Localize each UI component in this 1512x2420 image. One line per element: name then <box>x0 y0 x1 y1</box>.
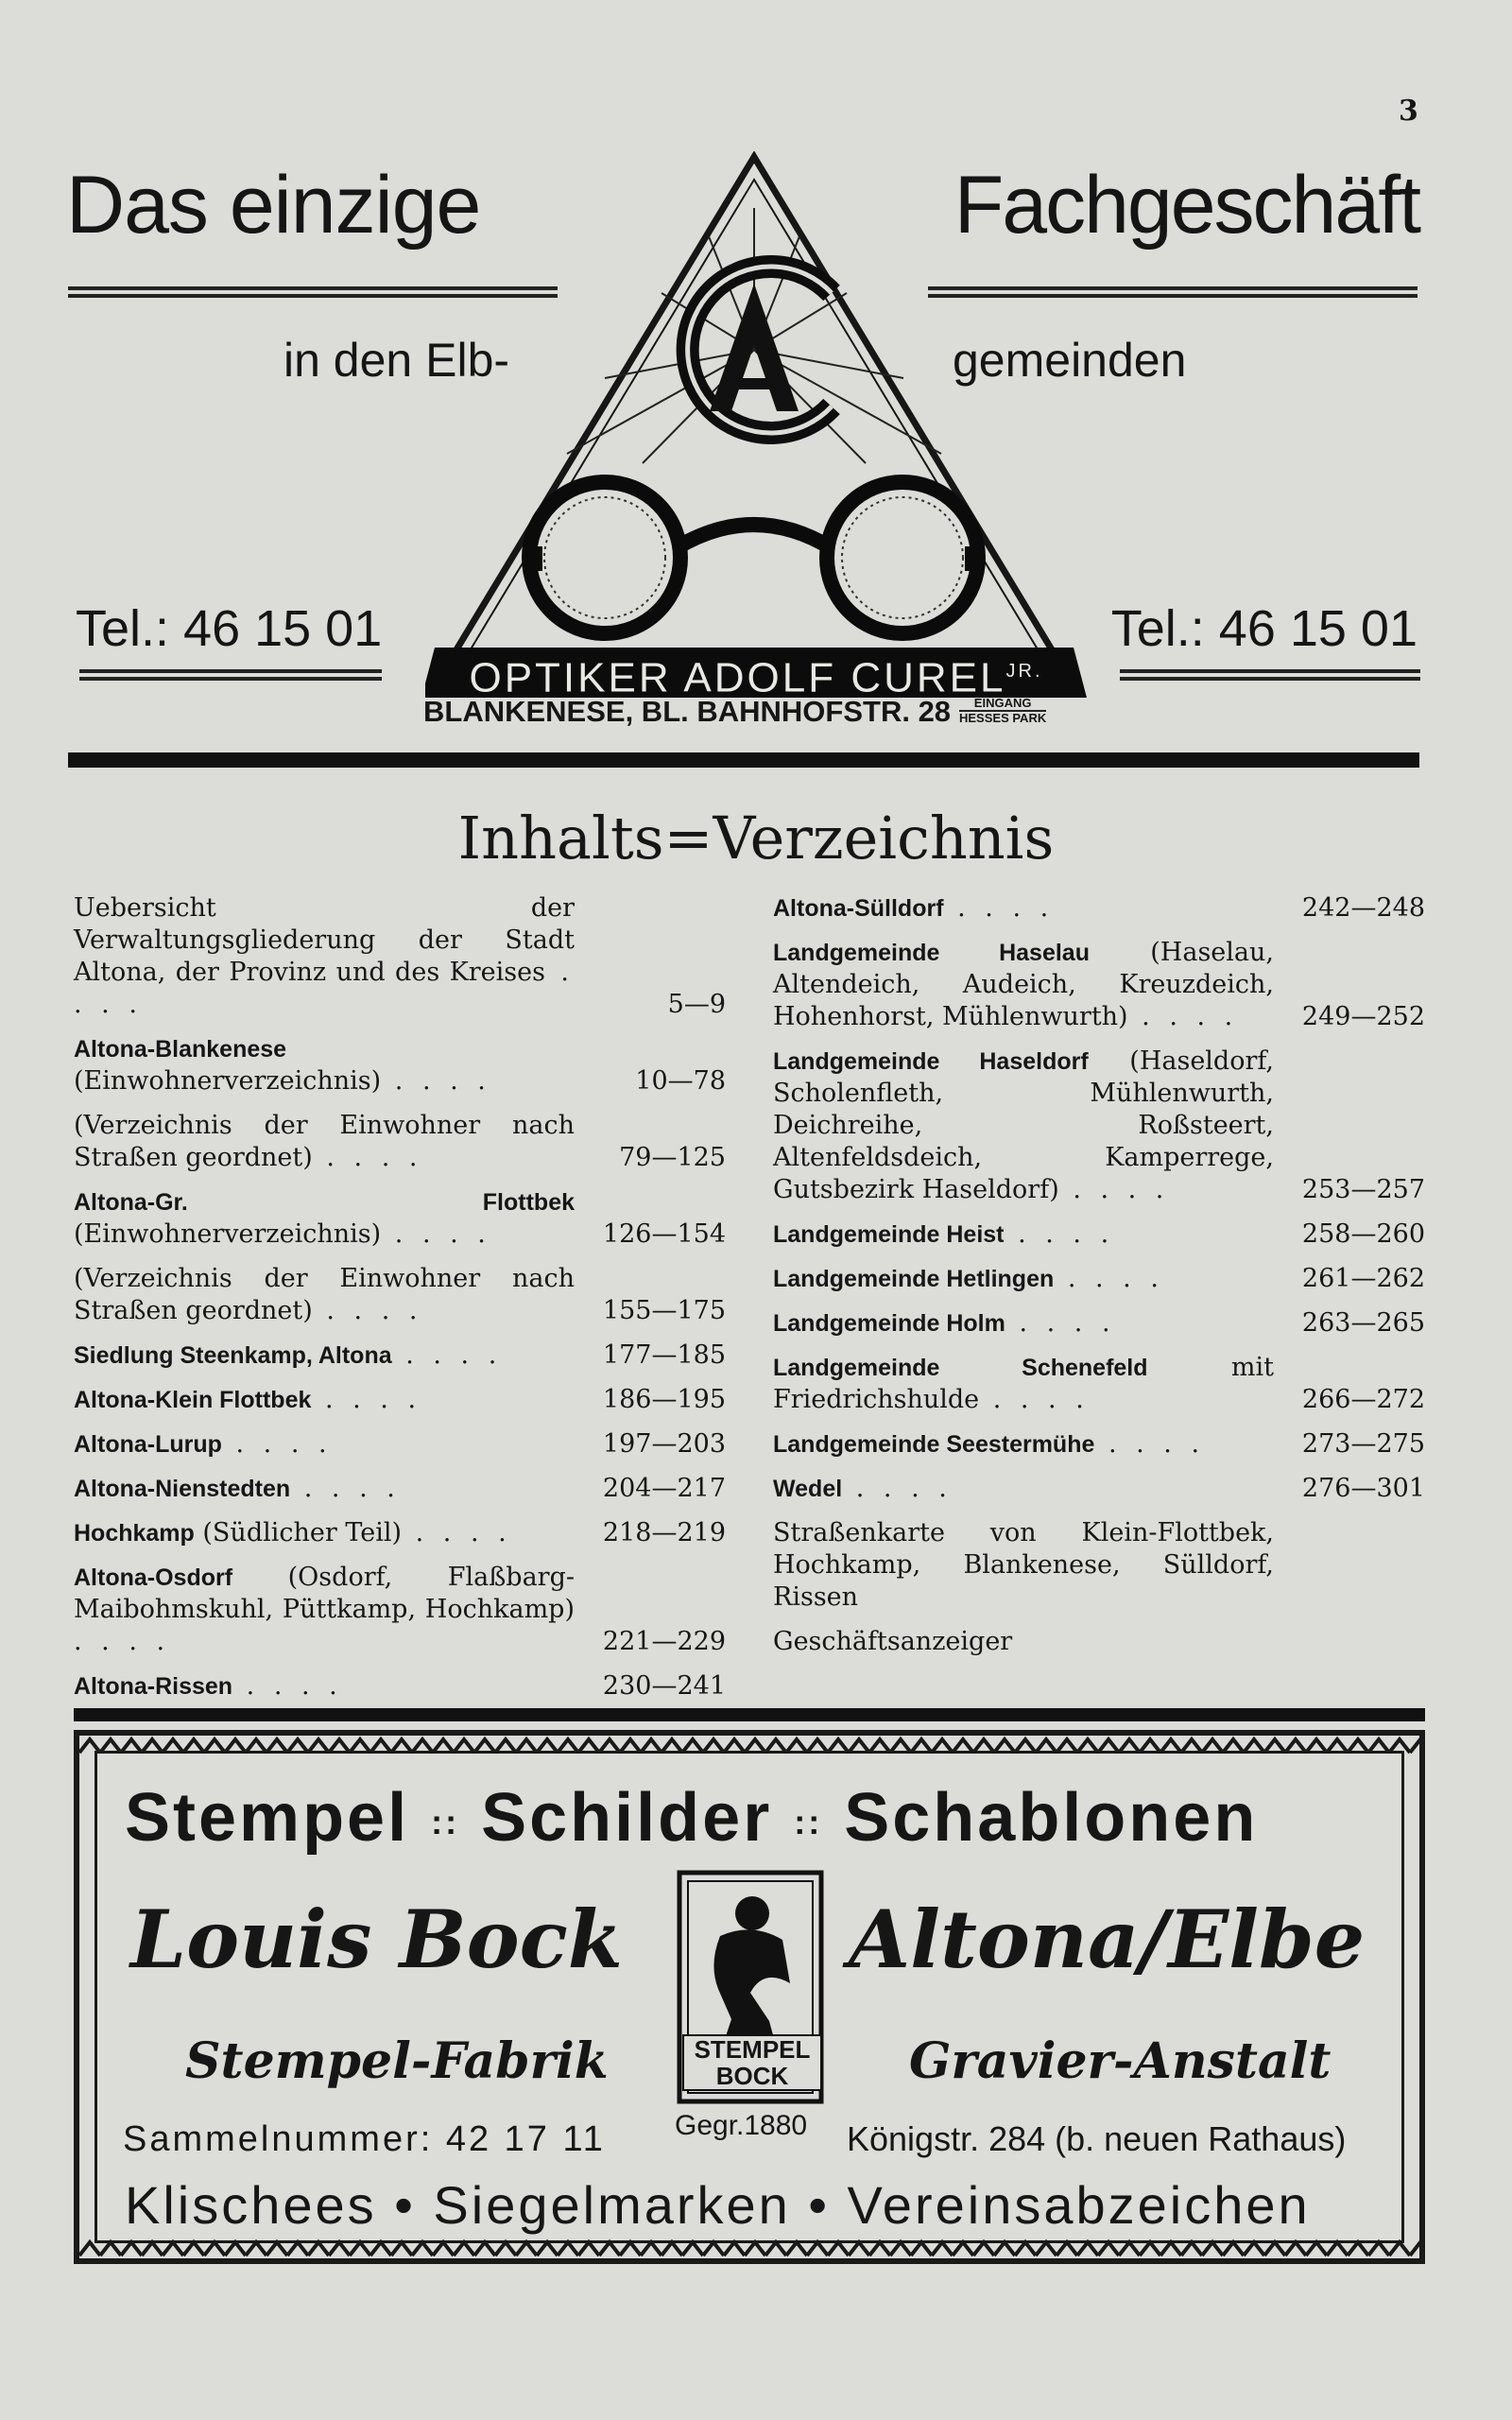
footer-sep-2: • <box>808 2175 830 2235</box>
company-sub-right: Gravier-Anstalt <box>909 2032 1332 2090</box>
toc-entry-pages: 273—275 <box>1301 1429 1425 1459</box>
ad-subline-left: in den Elb- <box>284 334 510 387</box>
toc-entry-pages: 5—9 <box>667 990 726 1019</box>
product-sep-1: :: <box>431 1802 460 1841</box>
toc-entry-keyword: Landgemeinde Seestermühe <box>773 1431 1095 1458</box>
toc-entry-pages: 197—203 <box>602 1429 726 1459</box>
toc-entry-keyword: Landgemeinde Haselau <box>773 940 1090 966</box>
logo-label <box>682 2034 822 2091</box>
footer-sep-1: • <box>394 2175 416 2235</box>
toc-entry-leader: . . . . <box>1054 1264 1164 1293</box>
toc-entry <box>773 1307 1425 1340</box>
toc-entry-keyword: Landgemeinde Haseldorf <box>773 1048 1089 1075</box>
toc-entry <box>74 1384 726 1416</box>
ad-headline-left: Das einzige <box>66 160 481 251</box>
toc-entry-pages: 242—248 <box>1301 893 1425 923</box>
separator-top <box>68 752 1419 768</box>
toc-entry-description: (Einwohnerverzeichnis) <box>74 1066 382 1096</box>
toc-entry-pages: 204—217 <box>602 1474 726 1503</box>
toc-entry <box>74 1428 726 1461</box>
toc-entry-pages: 79—125 <box>619 1143 726 1172</box>
toc-entry-leader: . . . . <box>1004 1219 1115 1249</box>
toc-entry <box>773 1352 1425 1416</box>
toc-entry-keyword: Landgemeinde Heist <box>773 1221 1005 1248</box>
toc-entry-description: (Verzeichnis der Einwohner nach Straßen geordnet) <box>74 1111 575 1172</box>
footer-siegelmarken: Siegelmarken <box>433 2175 791 2235</box>
toc-entry-keyword: Altona-Osdorf <box>74 1564 233 1591</box>
toc-entry-text <box>773 1626 1425 1658</box>
toc-entry-pages: 253—257 <box>1301 1175 1425 1204</box>
toc-entry-description: (Einwohnerverzeichnis) <box>74 1219 382 1249</box>
toc-entry <box>773 1046 1425 1206</box>
toc-entry <box>74 1517 726 1549</box>
ornament-border-bottom-icon <box>79 2238 1419 2259</box>
toc-entry <box>74 892 726 1021</box>
toc-entry <box>773 892 1425 925</box>
toc-entry-keyword: Altona-Sülldorf <box>773 895 944 922</box>
toc-entry <box>74 1562 726 1658</box>
toc-entry-leader: . . . . <box>1127 1002 1239 1031</box>
phone-rule-left <box>79 669 382 681</box>
toc-entry-pages: 10—78 <box>635 1066 726 1096</box>
toc-entry-pages: 177—185 <box>602 1340 726 1370</box>
toc-entry-keyword: Siedlung Steenkamp, Altona <box>74 1342 392 1369</box>
toc-entry-keyword: Landgemeinde Holm <box>773 1310 1005 1337</box>
toc-entry-leader: . . . . <box>232 1671 343 1701</box>
entrance-line-1: EINGANG <box>959 697 1046 712</box>
toc-entry-pages: 263—265 <box>1301 1308 1425 1338</box>
toc-entry-description: (Osdorf, Flaßbarg-Maibohmskuhl, Püttkamp, Hochkamp) <box>74 1563 575 1624</box>
toc-entry-description: Straßenkarte von Klein-Flottbek, Hochkamp, Blankenese, Sülldorf, Rissen <box>773 1518 1274 1612</box>
ad-phone-right: Tel.: 46 15 01 <box>1110 600 1418 657</box>
toc-entry-description: (Haselau, Altendeich, Audeich, Kreuzdeich, Hohenhorst, Mühlenwurth) <box>773 938 1274 1031</box>
toc-entry-leader: . . . . <box>311 1385 422 1414</box>
toc-entry <box>773 1517 1425 1614</box>
product-schablonen: Schablonen <box>844 1780 1259 1856</box>
toc-entry-leader: . . . . <box>979 1385 1090 1414</box>
toc-entry-leader: . . . . <box>391 1340 503 1370</box>
toc-entry-keyword: Altona-Rissen <box>74 1673 233 1700</box>
toc-entry-pages: 258—260 <box>1301 1219 1425 1249</box>
toc-entry-leader: . . . . <box>312 1143 423 1172</box>
toc-entry-leader: . . . . <box>312 1296 423 1325</box>
toc-entry <box>773 1473 1425 1505</box>
company-street: Königstr. 284 (b. neuen Rathaus) <box>847 2119 1347 2158</box>
toc-entry-leader: . . . . <box>842 1474 953 1503</box>
ad-products-line <box>125 1779 1258 1857</box>
toc-entry-leader: . . . . <box>1005 1308 1116 1338</box>
toc-entry-keyword: Altona-Lurup <box>74 1431 222 1458</box>
toc-entry-keyword: Altona-Gr. Flottbek <box>74 1189 575 1216</box>
toc-entry-keyword: Landgemeinde Hetlingen <box>773 1266 1055 1292</box>
toc-entry <box>773 1219 1425 1251</box>
toc-entry-pages: 218—219 <box>602 1518 726 1547</box>
toc-entry <box>74 1186 726 1251</box>
toc-entry-keyword: Altona-Blankenese <box>74 1036 287 1063</box>
toc-entry-pages: 186—195 <box>602 1385 726 1414</box>
footer-vereinsabzeichen: Vereinsabzeichen <box>847 2175 1311 2235</box>
toc-title: Inhalts=Verzeichnis <box>457 804 1055 873</box>
product-schilder: Schilder <box>481 1780 773 1856</box>
optician-logo-icon <box>425 151 1087 700</box>
ad-subline-right: gemeinden <box>953 334 1187 387</box>
toc-entry-leader: . . . . <box>381 1066 491 1096</box>
toc-entry-keyword: Altona-Klein Flottbek <box>74 1387 312 1413</box>
ad-headline-right: Fachgeschäft <box>954 160 1419 251</box>
toc-entry-description: Uebersicht der Verwaltungsgliederung der Stadt Altona, der Provinz und des Kreises <box>74 893 575 987</box>
toc-entry-leader: . . . . <box>1058 1175 1170 1204</box>
logo-label-line2: BOCK <box>715 2062 789 2090</box>
optician-address: BLANKENESE, BL. BAHNHOFSTR. 28 <box>423 695 952 728</box>
toc-entry <box>74 1670 726 1703</box>
optician-banner <box>444 647 1068 701</box>
toc-entry-description: (Verzeichnis der Einwohner nach Straßen geordnet) <box>74 1264 575 1325</box>
logo-label-line1: STEMPEL <box>694 2035 811 2064</box>
toc-entry-description: mit Friedrichshulde <box>773 1353 1274 1414</box>
toc-entry-text <box>773 1517 1425 1614</box>
toc-entry-keyword: Altona-Nienstedten <box>74 1476 291 1502</box>
toc-entry-description: (Südlicher Teil) <box>194 1518 403 1547</box>
ornament-border-top-icon <box>79 1736 1419 1756</box>
toc-entry <box>773 1626 1425 1658</box>
toc-entry-pages: 276—301 <box>1301 1474 1425 1503</box>
product-stempel: Stempel <box>125 1780 410 1856</box>
toc-entry-pages: 126—154 <box>602 1219 726 1249</box>
footer-klischees: Klischees <box>125 2175 377 2235</box>
toc-entry-pages: 230—241 <box>602 1671 726 1701</box>
toc-entry <box>74 1263 726 1327</box>
phone-rule-right <box>1120 669 1420 681</box>
toc-entry <box>74 1110 726 1174</box>
company-phone: Sammelnummer: 42 17 11 <box>123 2119 606 2159</box>
company-name: Louis Bock <box>130 1893 623 1986</box>
entrance-line-2: HESSES PARK <box>959 711 1047 725</box>
toc-entry-leader: . . . . <box>381 1219 491 1249</box>
toc-entry <box>74 1473 726 1505</box>
founded-year: Gegr.1880 <box>675 2110 808 2141</box>
banner-text: OPTIKER ADOLF CUREL <box>469 654 1006 701</box>
toc-entry-keyword: Wedel <box>773 1476 843 1502</box>
toc-entry-leader: . . . . <box>943 893 1055 923</box>
company-city: Altona/Elbe <box>849 1893 1366 1986</box>
toc-entry-keyword: Hochkamp <box>74 1520 195 1547</box>
toc-entry-description: Geschäftsanzeiger <box>773 1627 1013 1656</box>
toc-right-column <box>773 892 1425 1670</box>
toc-left-column <box>74 892 726 1715</box>
toc-entry <box>773 937 1425 1033</box>
toc-entry-leader: . . . . <box>74 958 575 1019</box>
ad-footer-line <box>125 2174 1311 2236</box>
toc-entry <box>773 1263 1425 1295</box>
toc-entry-leader: . . . . <box>74 1627 171 1656</box>
ad-phone-left: Tel.: 46 15 01 <box>76 600 383 657</box>
entrance-note <box>959 697 1046 725</box>
toc-entry-leader: . . . . <box>1094 1429 1206 1459</box>
company-sub-left: Stempel-Fabrik <box>185 2032 609 2090</box>
toc-entry-leader: . . . . <box>290 1474 401 1503</box>
banner-suffix: JR. <box>1005 661 1043 682</box>
toc-entry-pages: 249—252 <box>1301 1002 1425 1031</box>
toc-entry-pages: 261—262 <box>1301 1264 1425 1293</box>
page-number: 3 <box>1399 95 1418 128</box>
toc-entry-pages: 221—229 <box>602 1627 726 1656</box>
toc-entry-description: (Haseldorf, Scholenfleth, Mühlenwurth, Deichreihe, Roßsteert, Altenfeldsdeich, Kamperrege, Gutsbezirk Haseldorf) <box>773 1046 1274 1204</box>
toc-entry <box>74 1340 726 1372</box>
toc-entry <box>74 1033 726 1098</box>
toc-entry-leader: . . . . <box>221 1429 333 1459</box>
product-sep-2: :: <box>794 1802 823 1841</box>
toc-entry <box>773 1428 1425 1461</box>
toc-entry-pages: 266—272 <box>1301 1385 1425 1414</box>
toc-entry-keyword: Landgemeinde Schenefeld <box>773 1355 1148 1381</box>
separator-bottom <box>74 1708 1425 1721</box>
toc-entry-pages: 155—175 <box>602 1296 726 1325</box>
toc-entry-leader: . . . . <box>402 1518 512 1547</box>
